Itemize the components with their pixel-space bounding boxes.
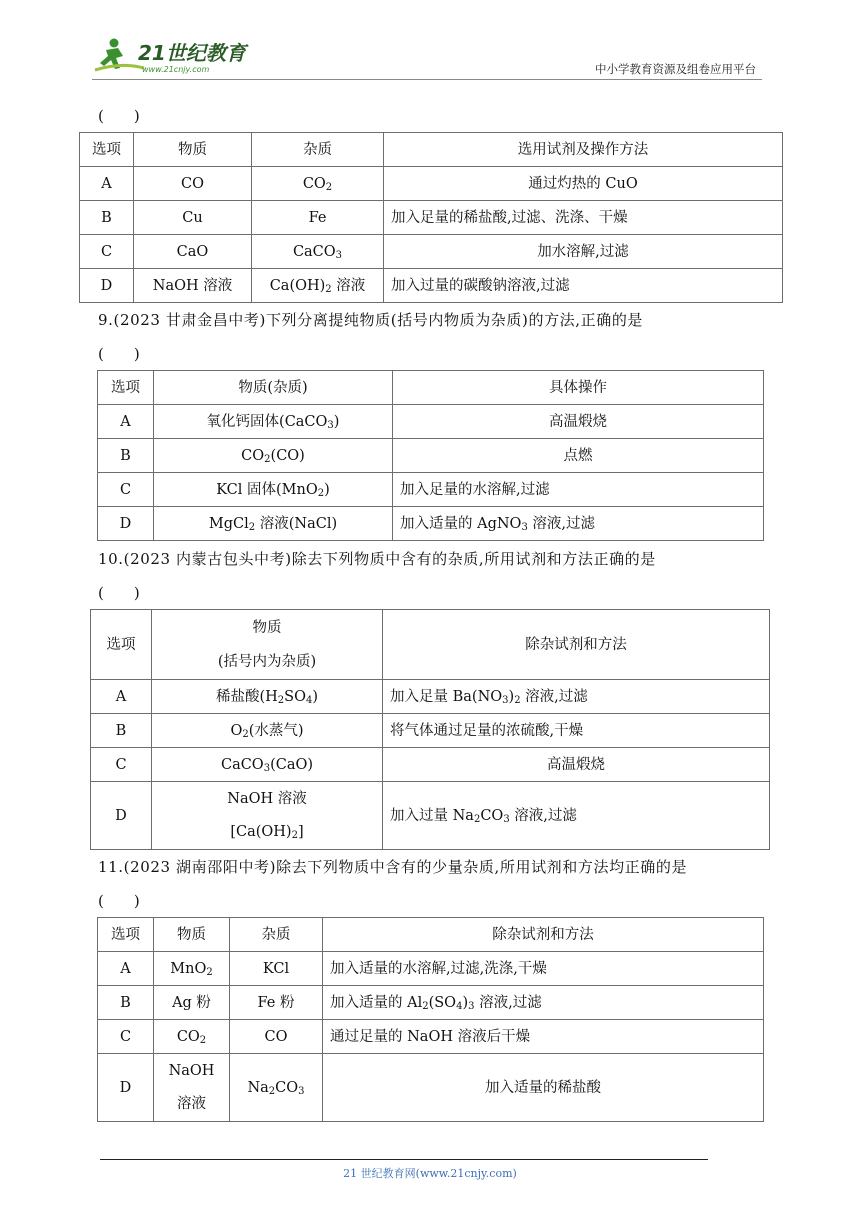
substance-cell: MgCl$_2$ 溶液(NaCl) (154, 507, 393, 541)
table-header-cell: 物质 (154, 918, 230, 952)
option-cell: D (91, 782, 152, 850)
substance-line: 溶液 (177, 1095, 206, 1112)
method-cell: 加入足量的稀盐酸,过滤、洗涤、干燥 (384, 201, 783, 235)
answer-blank-q8: ( ) (98, 107, 140, 125)
substance-cell (152, 782, 383, 850)
substance-line: NaOH 溶液 (227, 790, 307, 807)
table-row (98, 1054, 764, 1122)
header-line: (括号内为杂质) (217, 653, 317, 670)
method-cell: 加入适量的水溶解,过滤,洗涤,干燥 (323, 952, 764, 986)
table-row (80, 201, 783, 235)
option-cell: D (80, 269, 134, 303)
table-row (91, 782, 770, 850)
table-header-cell: 物质 (134, 133, 252, 167)
q8-table (79, 132, 783, 303)
option-cell: A (98, 405, 154, 439)
method-cell: 加入过量的碳酸钠溶液,过滤 (384, 269, 783, 303)
method-cell: 通过足量的 NaOH 溶液后干燥 (323, 1020, 764, 1054)
impurity-cell: Fe 粉 (230, 986, 323, 1020)
method-cell: 高温煅烧 (393, 405, 764, 439)
table-header-cell: 具体操作 (393, 371, 764, 405)
table-header-cell: 选项 (98, 371, 154, 405)
table-header-cell: 物质(杂质) (154, 371, 393, 405)
impurity-cell: KCl (230, 952, 323, 986)
table-row (98, 439, 764, 473)
substance-cell: Cu (134, 201, 252, 235)
table-header-cell: 杂质 (252, 133, 384, 167)
page-header (92, 34, 762, 80)
q10-table (90, 609, 770, 850)
substance-cell: CaO (134, 235, 252, 269)
logo-text: 21世纪教育 (138, 41, 246, 65)
method-cell: 加入适量的 $Al_2(SO_4)_3$ 溶液,过滤 (323, 986, 764, 1020)
table-header-cell (152, 610, 383, 680)
table-row (91, 680, 770, 714)
substance-line: NaOH (168, 1062, 215, 1079)
method-cell: 加入足量 $Ba(NO_3)_2$ 溶液,过滤 (383, 680, 770, 714)
table-row (98, 507, 764, 541)
answer-blank-q10: ( ) (98, 584, 140, 602)
impurity-cell: $CO_2$ (252, 167, 384, 201)
substance-cell: $CO_2(CO)$ (154, 439, 393, 473)
method-cell: 加入适量的稀盐酸 (323, 1054, 764, 1122)
substance-cell: $O_2$(水蒸气) (152, 714, 383, 748)
substance-cell: Ag 粉 (154, 986, 230, 1020)
substance-cell: 稀盐酸$(H_2SO_4)$ (152, 680, 383, 714)
option-cell: B (91, 714, 152, 748)
question-9-stem: 9.(2023 甘肃金昌中考)下列分离提纯物质(括号内物质为杂质)的方法,正确的是 (98, 311, 644, 329)
method-cell: 将气体通过足量的浓硫酸,干燥 (383, 714, 770, 748)
answer-blank-q11: ( ) (98, 892, 140, 910)
table-row (80, 167, 783, 201)
substance-cell: KCl 固体(MnO$_2$) (154, 473, 393, 507)
substance-line: $[Ca(OH)_2]$ (230, 823, 304, 841)
option-cell: A (80, 167, 134, 201)
header-line: 物质 (252, 619, 282, 636)
page-footer: 21 世纪教育网(www.21cnjy.com) (343, 1167, 517, 1180)
substance-cell: 氧化钙固体(CaCO$_3$) (154, 405, 393, 439)
option-cell: D (98, 507, 154, 541)
site-logo (92, 34, 262, 78)
impurity-cell: Fe (252, 201, 384, 235)
method-cell: 加入过量 $Na_2CO_3$ 溶液,过滤 (383, 782, 770, 850)
table-header-cell: 选用试剂及操作方法 (384, 133, 783, 167)
table-row (80, 235, 783, 269)
table-header-cell: 杂质 (230, 918, 323, 952)
q9-table (97, 370, 764, 541)
table-row (98, 986, 764, 1020)
table-row (80, 269, 783, 303)
method-cell: 点燃 (393, 439, 764, 473)
option-cell: A (98, 952, 154, 986)
table-header-cell: 选项 (91, 610, 152, 680)
method-cell: 高温煅烧 (383, 748, 770, 782)
table-header-cell: 除杂试剂和方法 (383, 610, 770, 680)
impurity-cell: $Ca(OH)_2$ 溶液 (252, 269, 384, 303)
platform-tagline: 中小学教育资源及组卷应用平台 (595, 62, 756, 76)
option-cell: B (98, 439, 154, 473)
table-header-cell: 选项 (80, 133, 134, 167)
option-cell: C (98, 1020, 154, 1054)
table-header-row (98, 371, 764, 405)
option-cell: D (98, 1054, 154, 1122)
impurity-cell: CaCO$_3$ (252, 235, 384, 269)
option-cell: B (80, 201, 134, 235)
method-cell: 加入适量的 AgNO$_3$ 溶液,过滤 (393, 507, 764, 541)
footer-divider (100, 1159, 708, 1160)
table-row (98, 1020, 764, 1054)
table-header-cell: 选项 (98, 918, 154, 952)
table-row (91, 714, 770, 748)
impurity-cell: $Na_2CO_3$ (230, 1054, 323, 1122)
method-cell: 通过灼热的 CuO (384, 167, 783, 201)
table-row (98, 473, 764, 507)
question-10-stem: 10.(2023 内蒙古包头中考)除去下列物质中含有的杂质,所用试剂和方法正确的是 (98, 550, 656, 568)
table-header-row (98, 918, 764, 952)
option-cell: C (91, 748, 152, 782)
q11-table (97, 917, 764, 1122)
table-header-cell: 除杂试剂和方法 (323, 918, 764, 952)
substance-cell: MnO$_2$ (154, 952, 230, 986)
table-header-row (91, 610, 770, 680)
substance-cell: NaOH 溶液 (134, 269, 252, 303)
logo-url: www.21cnjy.com (142, 65, 210, 74)
table-row (98, 405, 764, 439)
table-row (98, 952, 764, 986)
method-cell: 加入足量的水溶解,过滤 (393, 473, 764, 507)
answer-blank-q9: ( ) (98, 345, 140, 363)
table-row (91, 748, 770, 782)
header-divider (92, 79, 762, 80)
method-cell: 加水溶解,过滤 (384, 235, 783, 269)
option-cell: B (98, 986, 154, 1020)
substance-cell: $CO_2$ (154, 1020, 230, 1054)
table-header-row (80, 133, 783, 167)
impurity-cell: CO (230, 1020, 323, 1054)
substance-cell: CO (134, 167, 252, 201)
option-cell: A (91, 680, 152, 714)
option-cell: C (80, 235, 134, 269)
option-cell: C (98, 473, 154, 507)
question-11-stem: 11.(2023 湖南邵阳中考)除去下列物质中含有的少量杂质,所用试剂和方法均正确的是 (98, 858, 688, 876)
substance-cell: CaCO$_3$(CaO) (152, 748, 383, 782)
substance-cell (154, 1054, 230, 1122)
